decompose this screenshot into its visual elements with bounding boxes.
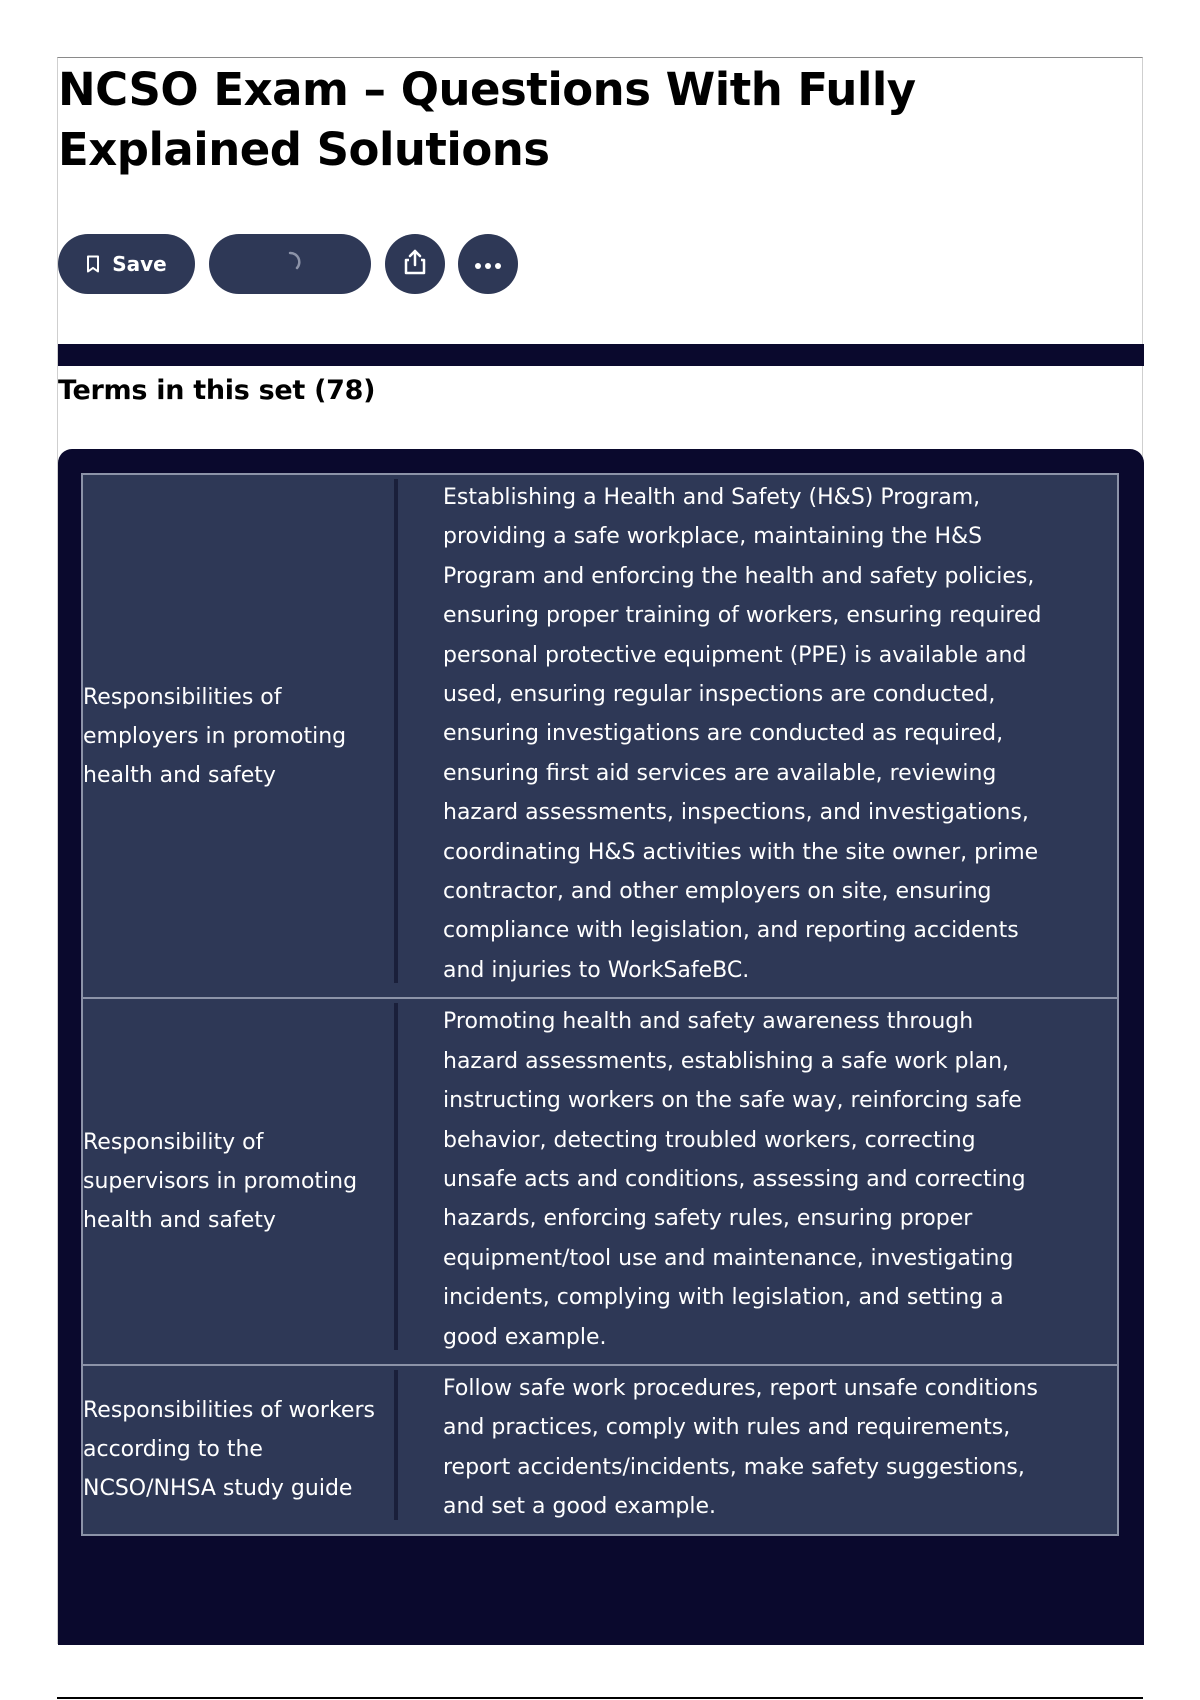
term-text: Responsibilities of workers according to the NCSO/NHSA study guide: [83, 1398, 375, 1502]
terms-heading: Terms in this set (78): [58, 375, 376, 406]
definition-cell: [398, 999, 1117, 1364]
table-row[interactable]: [83, 475, 1117, 999]
page-title: NCSO Exam – Questions With Fully Explained Solutions: [58, 63, 916, 176]
definition-cell: [398, 1366, 1117, 1534]
save-button-label: Save: [112, 252, 167, 276]
table-row[interactable]: [83, 999, 1117, 1366]
term-text: Responsibility of supervisors in promoting health and safety: [83, 1130, 358, 1234]
definition-cell: [398, 475, 1117, 997]
study-set-page: [57, 57, 1143, 1644]
term-cell: [83, 1366, 394, 1534]
term-cell: [83, 475, 394, 997]
terms-table: [81, 473, 1119, 1536]
more-options-button[interactable]: [458, 234, 518, 294]
section-divider: [58, 344, 1144, 366]
term-cell: [83, 999, 394, 1364]
table-row[interactable]: [83, 1366, 1117, 1534]
save-button[interactable]: [58, 234, 195, 294]
term-text: Responsibilities of employers in promoting health and safety: [83, 684, 347, 788]
loading-button[interactable]: [209, 234, 371, 294]
definition-text: Establishing a Health and Safety (H&S) Program, providing a safe workplace, maintaining the H&S Program and enforcing the health and safety policies, ensuring proper training of workers, ensuring required personal protective equipment (PPE) is available and used, ensuring regular inspections are conducted, ensuring investigations are conducted as required, ensuring first aid services are available, reviewing hazard assessments, inspections, and investigations, coordinating H&S activities with the site owner, prime contractor, and other employers on site, ensuring compliance with legislation, and reporting accidents and injuries to WorkSafeBC.: [443, 485, 1042, 983]
definition-text: Promoting health and safety awareness through hazard assessments, establishing a safe work plan, instructing workers on the safe way, reinforcing safe behavior, detecting troubled workers, correcting unsafe acts and conditions, assessing and correcting hazards, enforcing safety rules, ensuring proper equipment/tool use and maintenance, investigating incidents, complying with legislation, and setting a good example.: [443, 1009, 1026, 1350]
definition-text: Follow safe work procedures, report unsafe conditions and practices, comply with rules and requirements, report accidents/incidents, make safety suggestions, and set a good example.: [443, 1375, 1038, 1520]
share-icon: [402, 248, 428, 280]
bookmark-icon: [86, 255, 100, 273]
footer-divider: [57, 1697, 1143, 1699]
spinner-icon: [277, 249, 303, 279]
action-toolbar: [58, 234, 531, 294]
share-button[interactable]: [385, 234, 445, 294]
more-dots-icon: [474, 255, 502, 274]
terms-panel: [58, 449, 1144, 1645]
